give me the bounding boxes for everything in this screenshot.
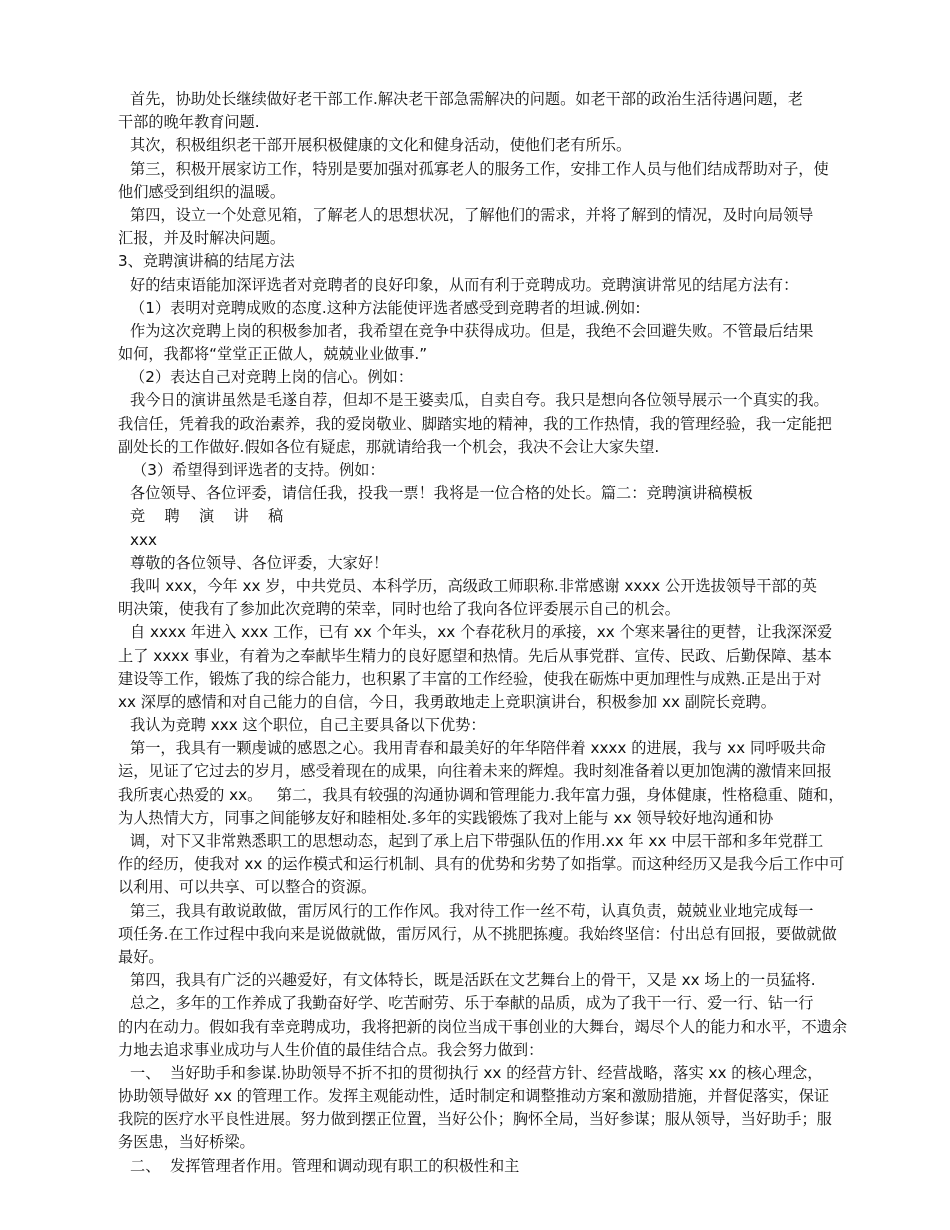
text-line: 首先，协助处长继续做好老干部工作.解决老干部急需解决的问题。如老干部的政治生活待遇问题，老 [130, 90, 804, 108]
text-line: 作为这次竞聘上岗的积极参加者，我希望在竞争中获得成功。但是，我绝不会回避失败。不管最后结果 [130, 321, 814, 340]
text-line: 第一，我具有一颗虔诚的感恩之心。我用青春和最美好的年华陪伴着 xxxx 的进展，我与 xx 同呼吸共命 [130, 739, 826, 758]
text-line: 明决策，使我有了参加此次竞聘的荣幸，同时也给了我向各位评委展示自己的机会。 [118, 600, 680, 619]
text-line: 最好。 [118, 947, 164, 966]
text-line: （3）希望得到评选者的支持。例如： [132, 461, 385, 479]
text-line: 第四，设立一个处意见箱，了解老人的思想状况，了解他们的需求，并将了解到的情况，及时向局领导 [130, 205, 814, 224]
text-line: 其次，积极组织老干部开展积极健康的文化和健身活动，使他们老有所乐。 [130, 136, 632, 155]
text-line: 一、 当好助手和参谋.协助领导不折不扣的贯彻执行 xx 的经营方针、经营战略，落实 xx 的核心理念， [130, 1063, 823, 1082]
text-line: 干部的晚年教育问题. [118, 113, 260, 132]
text-line: 第三，我具有敢说敢做，雷厉风行的工作作风。我对待工作一丝不苟，认真负责，兢兢业业地完成每一 [130, 901, 814, 920]
text-line: 为人热情大方，同事之间能够友好和睦相处.多年的实践锻炼了我对上能与 xx 领导较好地沟通和协 [118, 808, 774, 827]
text-line: 如何，我都将“堂堂正正做人，兢兢业业做事.” [118, 345, 428, 364]
text-line: 我今日的演讲虽然是毛遂自荐，但却不是王婆卖瓜，自卖自夸。我只是想向各位领导展示一个真实的我。 [130, 391, 829, 410]
text-line: （2）表达自己对竞聘上岗的信心。例如： [130, 368, 414, 387]
text-line: 汇报，并及时解决问题。 [118, 229, 286, 248]
text-line: 建设等工作，锻炼了我的综合能力，也积累了丰富的工作经验，使我在砺炼中更加理性与成熟.正是出于对 [118, 669, 822, 688]
text-line: （1）表明对竞聘成败的态度.这种方法能使评选者感受到竞聘者的坦诚.例如: [130, 298, 641, 317]
text-line: 我信任，凭着我的政治素养，我的爱岗敬业、脚踏实地的精神，我的工作热情，我的管理经验，我一定能把 [118, 414, 832, 433]
text-line: 力地去追求事业成功与人生价值的最佳结合点。我会努力做到： [118, 1040, 544, 1059]
text-line: 我认为竞聘 xxx 这个职位，自己主要具备以下优势： [130, 716, 486, 735]
text-line: 副处长的工作做好.假如各位有疑虑，那就请给我一个机会，我决不会让大家失望. [118, 437, 660, 456]
text-line: 协助领导做好 xx 的管理工作。发挥主观能动性，适时制定和调整推动方案和激励措施，并督促落实，保证 [118, 1087, 830, 1106]
text-line: 自 xxxx 年进入 xxx 工作，已有 xx 个年头，xx 个春花秋月的承接，xx 个寒来暑往的更替，让我深深爱 [130, 623, 833, 642]
text-line: xx 深厚的感情和对自己能力的自信，今日，我勇敢地走上竞职演讲台，积极参加 xx 副院长竞聘。 [118, 692, 776, 711]
text-line: 的内在动力。假如我有幸竞聘成功，我将把新的岗位当成干事创业的大舞台，竭尽个人的能力和水平，不遗余 [118, 1017, 847, 1036]
text-line: 上了 xxxx 事业，有着为之奉献毕生精力的良好愿望和热情。先后从事党群、宣传、民政、后勤保障、基本 [118, 646, 832, 665]
text-line: 二、 发挥管理者作用。管理和调动现有职工的积极性和主 [130, 1156, 520, 1175]
text-line: 项任务.在工作过程中我向来是说做就做，雷厉风行，从不挑肥拣瘦。我始终坚信：付出总有回报，要做就做 [118, 924, 837, 943]
text-line: 我叫 xxx，今年 xx 岁，中共党员、本科学历，高级政工师职称.非常感谢 xxxx 公开选拔领导干部的英 [130, 576, 817, 595]
text-line: 竞 聘 演 讲 稿 [130, 507, 284, 526]
text-line: 总之，多年的工作养成了我勤奋好学、吃苦耐劳、乐于奉献的品质，成为了我干一行、爱一行、钻一行 [130, 994, 814, 1013]
text-line: 各位领导、各位评委，请信任我，投我一票！我将是一位合格的处长。篇二：竞聘演讲稿模板 [130, 484, 753, 503]
text-line: 务医患，当好桥梁。 [118, 1133, 255, 1152]
text-line: 尊敬的各位领导、各位评委，大家好！ [130, 553, 389, 572]
text-line: 好的结束语能加深评选者对竞聘者的良好印象，从而有利于竞聘成功。竞聘演讲常见的结尾方法有： [130, 275, 799, 294]
text-line: 调，对下又非常熟悉职工的思想动态，起到了承上启下带强队伍的作用.xx 年 xx 中层干部和多年党群工 [130, 832, 824, 850]
text-line: 我所衷心热爱的 xx。 第二，我具有较强的沟通协调和管理能力.我年富力强，身体健康，性格稳重、随和， [118, 785, 844, 804]
text-line: xxx [130, 530, 157, 549]
text-line: 他们感受到组织的温暖。 [118, 182, 286, 201]
text-line: 我院的医疗水平良性进展。努力做到摆正位置，当好公仆；胸怀全局，当好参谋；服从领导，当好助手；服 [118, 1110, 832, 1129]
text-line: 第四，我具有广泛的兴趣爱好，有文体特长，既是活跃在文艺舞台上的骨干，又是 xx 场上的一员猛将. [130, 971, 816, 990]
text-line: 以利用、可以共享、可以整合的资源。 [118, 878, 377, 897]
text-line: 第三，积极开展家访工作，特别是要加强对孤寡老人的服务工作，安排工作人员与他们结成帮助对子，使 [130, 159, 829, 178]
text-line: 作的经历，使我对 xx 的运作模式和运行机制、具有的优势和劣势了如指掌。而这种经历又是我今后工作中可 [118, 855, 845, 874]
text-line: 3、竞聘演讲稿的结尾方法 [118, 252, 295, 271]
text-line: 运，见证了它过去的岁月，感受着现在的成果，向往着未来的辉煌。我时刻准备着以更加饱满的激情来回报 [118, 762, 832, 781]
